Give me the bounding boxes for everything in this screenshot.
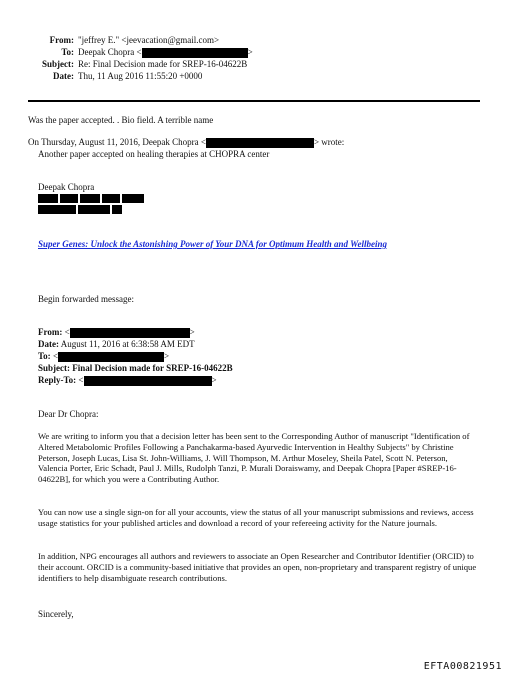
to-value: Deepak Chopra < > <box>78 47 253 57</box>
forwarded-header <box>38 327 338 387</box>
signature-redaction <box>38 194 148 218</box>
reply-text: Was the paper accepted. . Bio field. A terrible name <box>28 115 214 125</box>
subject-label: Subject: <box>42 59 74 69</box>
book-link[interactable]: Super Genes: Unlock the Astonishing Power of Your DNA for Optimum Health and Wellbeing <box>38 239 387 249</box>
redaction-bar <box>70 328 190 338</box>
header-to-row <box>0 46 300 58</box>
salutation: Dear Dr Chopra: <box>38 409 99 419</box>
redaction-bar <box>38 194 58 203</box>
forwarded-begin: Begin forwarded message: <box>38 294 134 304</box>
fwd-subject-row: Subject: Final Decision made for SREP-16-04622B <box>38 363 233 373</box>
from-value: "jeffrey E." <jeevacation@gmail.com> <box>78 35 220 45</box>
date-value: Thu, 11 Aug 2016 11:55:20 +0000 <box>78 71 203 81</box>
header-divider <box>28 100 480 102</box>
quote-line: Another paper accepted on healing therapies at CHOPRA center <box>38 149 270 159</box>
email-header <box>0 34 320 86</box>
redaction-bar <box>80 194 100 203</box>
redaction-bar <box>78 205 110 214</box>
redaction-bar <box>58 352 164 362</box>
to-label: To: <box>61 47 74 57</box>
header-date-row <box>0 70 300 82</box>
date-label: Date: <box>53 71 74 81</box>
signature-name: Deepak Chopra <box>38 182 95 192</box>
fwd-from-row: From: < > <box>38 327 195 337</box>
redaction-bar <box>60 194 78 203</box>
redaction-bar <box>142 48 248 58</box>
redaction-bar <box>206 138 314 148</box>
header-from-row <box>0 34 300 46</box>
header-subject-row <box>0 58 300 70</box>
fwd-replyto-row: Reply-To: < > <box>38 375 217 385</box>
document-id: EFTA00821951 <box>423 661 502 672</box>
fwd-date-row: Date: August 11, 2016 at 6:38:58 AM EDT <box>38 339 195 349</box>
body-paragraph-1: We are writing to inform you that a decision letter has been sent to the Corresponding Author of manuscript "Identification of Altered Metabolomic Profiles Following a Panchakarma-based Ayurvedic Intervention in Healthy Subjects" by Christine Peterson, Joseph Lucas, Lisa St. John-Williams, J. Will Thompson, M. Arthur Moseley, Sheila Patel, Scott N. Peterson, Valencia Porter, Eric Schadt, Paul J. Mills, Rudolph Tanzi, P. Murali Doraiswamy, and Deepak Chopra [Paper #SREP-16-04622B], for which you were a Contributing Author. <box>38 431 470 485</box>
redaction-bar <box>84 376 212 386</box>
quote-intro: On Thursday, August 11, 2016, Deepak Chopra < > wrote: <box>28 137 345 147</box>
redaction-bar <box>102 194 120 203</box>
subject-value: Re: Final Decision made for SREP-16-04622B <box>78 59 248 69</box>
body-paragraph-2: You can now use a single sign-on for all your accounts, view the status of all your manuscript submissions and reviews, access usage statistics for your published articles and download a record of your refereeing activity for the Nature journals. <box>38 507 474 528</box>
fwd-to-row: To: < > <box>38 351 170 361</box>
redaction-bar <box>38 205 76 214</box>
closing: Sincerely, <box>38 609 74 619</box>
redaction-bar <box>112 205 122 214</box>
from-label: From: <box>49 35 74 45</box>
redaction-bar <box>122 194 144 203</box>
body-paragraph-3: In addition, NPG encourages all authors and reviewers to associate an Open Researcher and Contributor Identifier (ORCID) to their account. ORCID is a community-based initiative that provides an open, non-proprietary and transparent registry of unique identifiers to help disambiguate research contributions. <box>38 551 477 583</box>
